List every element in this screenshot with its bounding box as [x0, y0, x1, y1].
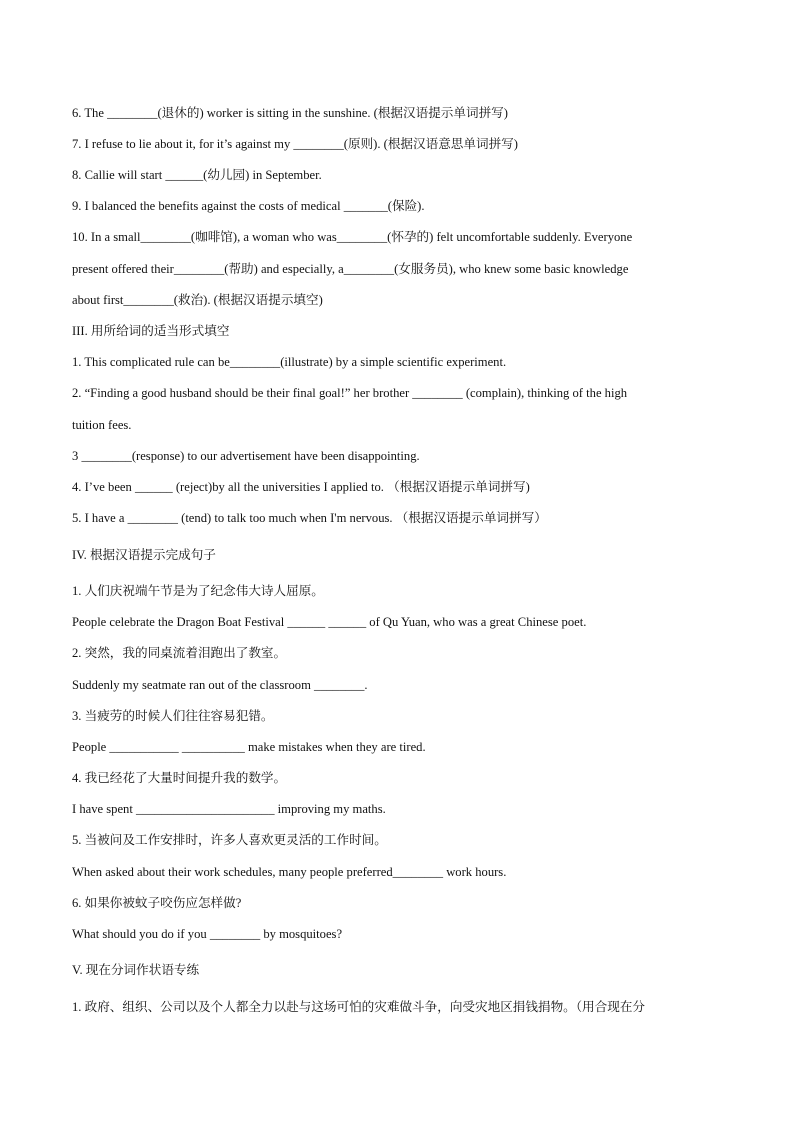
question-6-retired: 6. The ________(退休的) worker is sitting in the sunshine. (根据汉语提示单词拼写): [72, 106, 508, 120]
section-iv-q3-chinese: 3. 当疲劳的时候人们往往容易犯错。: [72, 709, 274, 723]
section-v-heading: V. 现在分词作状语专练: [72, 963, 200, 977]
section-iv-q1-english: People celebrate the Dragon Boat Festival ______ ______ of Qu Yuan, who was a great Chinese poet.: [72, 615, 587, 629]
section-iv-q1-chinese: 1. 人们庆祝端午节是为了纪念伟大诗人屈原。: [72, 584, 324, 598]
section-iv-q3-english: People ___________ __________ make mistakes when they are tired.: [72, 740, 426, 754]
section-iii-heading: III. 用所给词的适当形式填空: [72, 324, 230, 338]
question-8-kindergarten: 8. Callie will start ______(幼儿园) in September.: [72, 168, 322, 182]
section-iv-q2-chinese: 2. 突然，我的同桌流着泪跑出了教室。: [72, 646, 287, 660]
section-iii-question-3: 3 ________(response) to our advertisement have been disappointing.: [72, 449, 420, 463]
section-iii-question-2-line-1: 2. “Finding a good husband should be their final goal!” her brother ________ (complain), thinking of the high: [72, 386, 628, 400]
section-iii-question-4: 4. I’ve been ______ (reject)by all the universities I applied to. （根据汉语提示单词拼写): [72, 480, 530, 494]
section-iii-question-5: 5. I have a ________ (tend) to talk too much when I'm nervous. （根据汉语提示单词拼写）: [72, 511, 547, 525]
section-iv-heading: IV. 根据汉语提示完成句子: [72, 548, 216, 562]
section-iv-q2-english: Suddenly my seatmate ran out of the classroom ________.: [72, 678, 368, 692]
question-7-principle: 7. I refuse to lie about it, for it’s against my ________(原则). (根据汉语意思单词拼写): [72, 137, 518, 151]
section-iv-q4-english: I have spent ______________________ improving my maths.: [72, 802, 386, 816]
section-iv-q4-chinese: 4. 我已经花了大量时间提升我的数学。: [72, 771, 287, 785]
section-iv-q5-chinese: 5. 当被问及工作安排时，许多人喜欢更灵活的工作时间。: [72, 833, 387, 847]
section-iv-q6-english: What should you do if you ________ by mosquitoes?: [72, 927, 343, 941]
section-iii-question-2-line-2: tuition fees.: [72, 418, 132, 432]
question-10-line-2: present offered their________(帮助) and especially, a________(女服务员), who knew some basic knowledge: [72, 262, 629, 276]
question-9-insurance: 9. I balanced the benefits against the costs of medical _______(保险).: [72, 199, 425, 213]
section-iv-q6-chinese: 6. 如果你被蚊子咬伤应怎样做?: [72, 896, 242, 910]
question-10-line-3: about first________(救治). (根据汉语提示填空): [72, 293, 323, 307]
question-10-line-1: 10. In a small________(咖啡馆), a woman who was________(怀孕的) felt uncomfortable suddenly. Everyone: [72, 230, 633, 244]
section-iv-q5-english: When asked about their work schedules, many people preferred________ work hours.: [72, 865, 507, 879]
section-v-question-1: 1. 政府、组织、公司以及个人都全力以赴与这场可怕的灾难做斗争，向受灾地区捐钱捐物。（用合现在分: [72, 1000, 646, 1014]
section-iii-question-1: 1. This complicated rule can be________(illustrate) by a simple scientific experiment.: [72, 355, 507, 369]
